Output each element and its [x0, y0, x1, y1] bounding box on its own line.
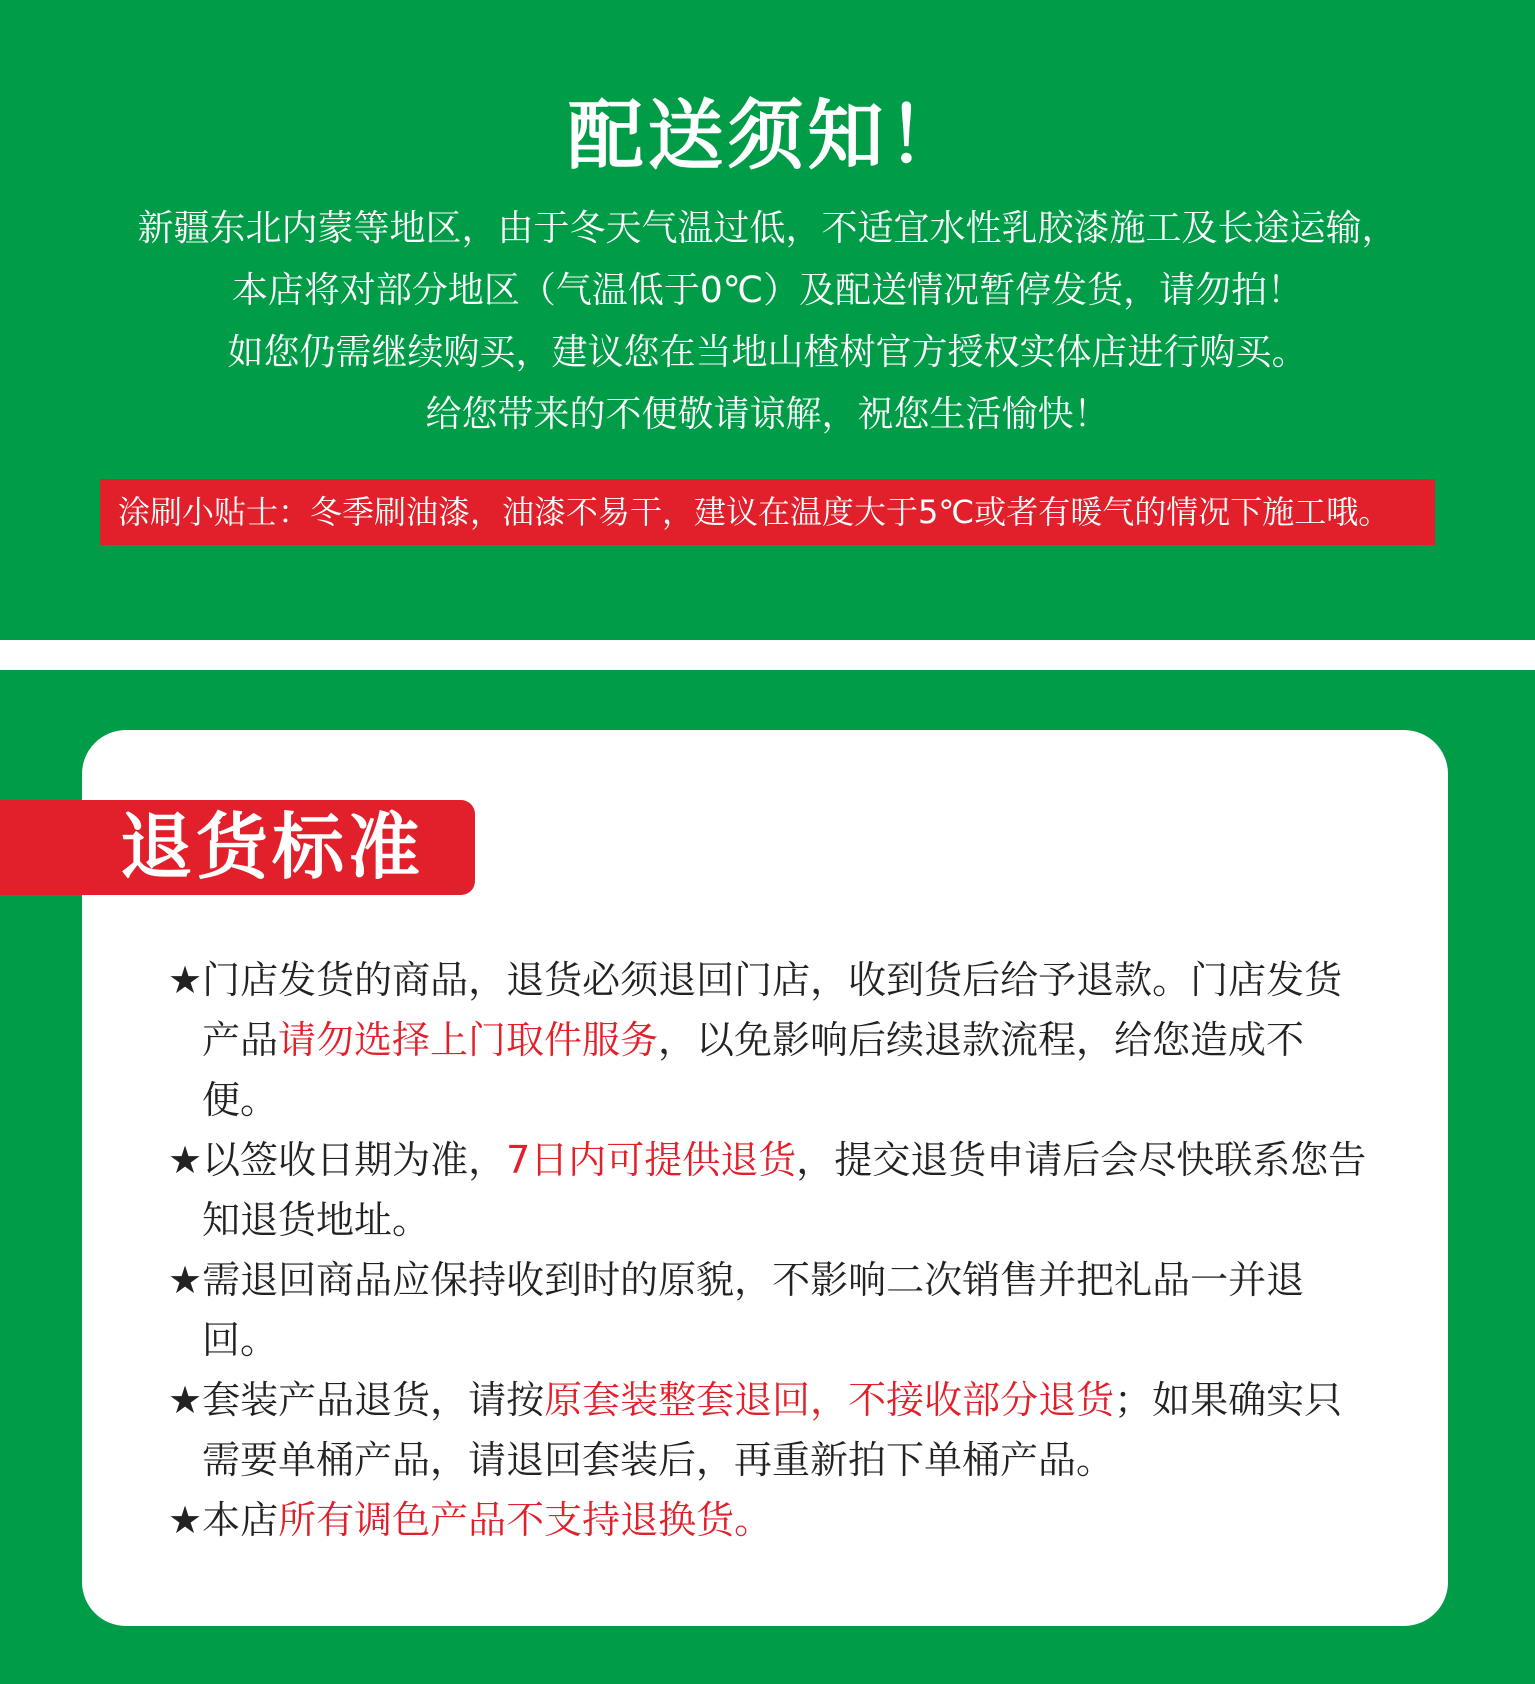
- return-rule-item: [168, 1370, 1378, 1490]
- notice-line: 本店将对部分地区（气温低于0℃）及配送情况暂停发货，请勿拍！: [231, 270, 1304, 311]
- star-icon: ★: [168, 1138, 203, 1182]
- delivery-notice-body: [0, 198, 1535, 446]
- rule-text-after: ，以免影响后续退款流程，给您造成不便。: [202, 1018, 1305, 1122]
- notice-line: 新疆东北内蒙等地区，由于冬天气温过低，不适宜水性乳胶漆施工及长途运输，: [137, 208, 1398, 249]
- painting-tip-banner: 涂刷小贴士：冬季刷油漆，油漆不易干，建议在温度大于5℃或者有暖气的情况下施工哦。: [100, 479, 1435, 545]
- rule-highlight: 原套装整套退回，不接收部分退货: [544, 1378, 1115, 1422]
- rule-text: 需退回商品应保持收到时的原貌，不影响二次销售并把礼品一并退回。: [202, 1258, 1305, 1362]
- rule-highlight: 所有调色产品不支持退换货。: [278, 1498, 773, 1542]
- rule-text: 套装产品退货，请按: [202, 1378, 545, 1422]
- return-rule-item: [168, 1130, 1378, 1250]
- rule-text: 以签收日期为准，: [202, 1138, 507, 1182]
- rule-highlight: 7日内可提供退货: [506, 1138, 797, 1182]
- return-policy-title: 退货标准: [120, 805, 425, 889]
- rule-text-after: ；如果确实只需要单桶产品，请退回套装后，再重新拍下单桶产品。: [202, 1378, 1343, 1482]
- section-divider: [0, 640, 1535, 670]
- notice-line: 如您仍需继续购买，建议您在当地山楂树官方授权实体店进行购买。: [227, 332, 1308, 373]
- star-icon: ★: [168, 958, 203, 1002]
- rule-text: 本店: [202, 1498, 279, 1542]
- return-rule-item: [168, 1490, 1378, 1550]
- return-rule-item: [168, 950, 1378, 1130]
- delivery-notice-title: 配送须知！: [567, 91, 968, 180]
- star-icon: ★: [168, 1378, 203, 1422]
- notice-line: 给您带来的不便敬请谅解，祝您生活愉快！: [425, 394, 1110, 435]
- return-rules-list: [168, 950, 1378, 1550]
- star-icon: ★: [168, 1498, 203, 1542]
- rule-highlight: 请勿选择上门取件服务: [278, 1018, 659, 1062]
- rule-text: 门店发货的商品，退货必须退回门店，收到货后给予退款。门店发货产品: [202, 958, 1343, 1062]
- rule-text-after: ，提交退货申请后会尽快联系您告知退货地址。: [202, 1138, 1367, 1242]
- star-icon: ★: [168, 1258, 203, 1302]
- return-rule-item: [168, 1250, 1378, 1370]
